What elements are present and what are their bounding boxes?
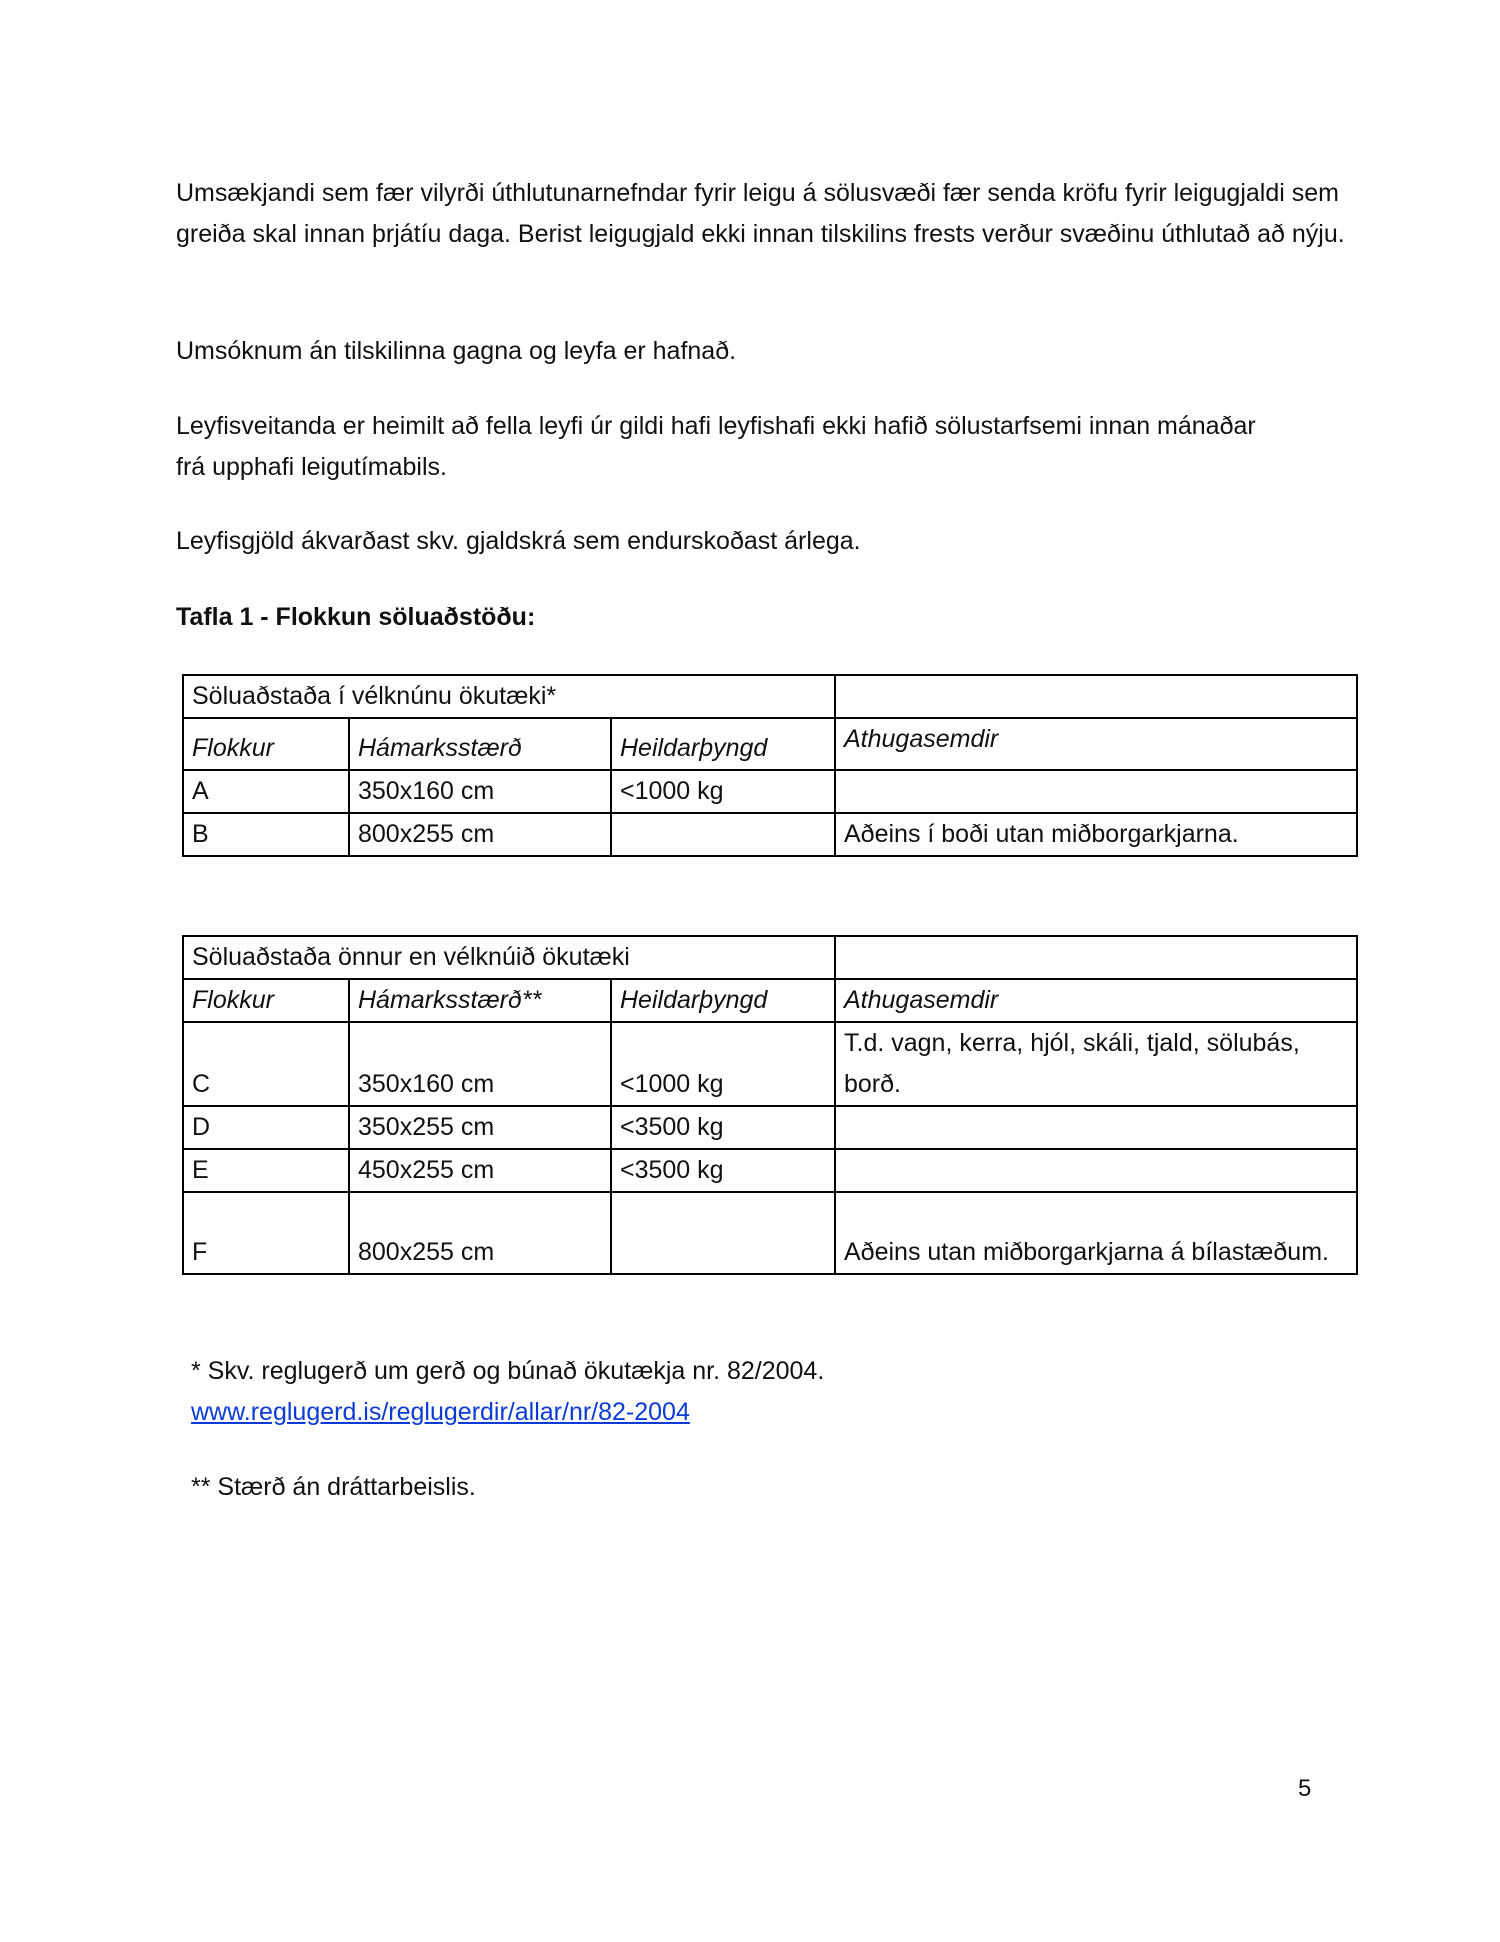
cell: [835, 770, 1357, 813]
cell: 450x255 cm: [349, 1149, 611, 1192]
column-header: Flokkur: [183, 718, 349, 770]
cell: [611, 813, 835, 856]
cell: [611, 1192, 835, 1274]
cell: <1000 kg: [611, 770, 835, 813]
cell: E: [183, 1149, 349, 1192]
table-row: [183, 1149, 1357, 1192]
page-number: 5: [1298, 1775, 1312, 1802]
cell: 800x255 cm: [349, 1192, 611, 1274]
paragraph-rejection: Umsóknum án tilskilinna gagna og leyfa er hafnað.: [176, 337, 737, 365]
cell: 350x255 cm: [349, 1106, 611, 1149]
cell: <3500 kg: [611, 1106, 835, 1149]
cell: D: [183, 1106, 349, 1149]
cell: F: [183, 1192, 349, 1274]
column-header: Hámarksstærð: [349, 718, 611, 770]
cell: A: [183, 770, 349, 813]
regulation-link[interactable]: www.reglugerd.is/reglugerdir/allar/nr/82-2004: [191, 1398, 690, 1426]
table-row: [183, 1106, 1357, 1149]
table-heading: Tafla 1 - Flokkun söluaðstöðu:: [176, 603, 536, 631]
column-header: Hámarksstærð**: [349, 979, 611, 1022]
table-row: [183, 1022, 1357, 1106]
cell: C: [183, 1022, 349, 1106]
table-non-motor: [182, 935, 1358, 1275]
column-header: Flokkur: [183, 979, 349, 1022]
empty-cell: [835, 936, 1357, 979]
cell: Aðeins utan miðborgarkjarna á bílastæðum.: [835, 1192, 1357, 1274]
cell: T.d. vagn, kerra, hjól, skáli, tjald, sölubás, borð.: [835, 1022, 1357, 1106]
cell: [835, 1106, 1357, 1149]
cell: 350x160 cm: [349, 1022, 611, 1106]
cell: 800x255 cm: [349, 813, 611, 856]
cell: 350x160 cm: [349, 770, 611, 813]
column-header: Athugasemdir: [835, 718, 1357, 770]
paragraph-rental-fee: Umsækjandi sem fær vilyrði úthlutunarnefndar fyrir leigu á sölusvæði fær senda kröfu fyrir leigugjaldi sem greiða skal innan þrjátíu daga. Berist leigugjald ekki innan tilskilins frests verður svæðinu úthlutað að nýju.: [176, 179, 1345, 248]
cell: B: [183, 813, 349, 856]
table-motor-vehicle: [182, 674, 1358, 857]
table-row: [183, 813, 1357, 856]
column-header: Heildarþyngd: [611, 979, 835, 1022]
footnote-regulation: * Skv. reglugerð um gerð og búnað ökutækja nr. 82/2004.: [191, 1357, 825, 1385]
paragraph-fees: Leyfisgjöld ákvarðast skv. gjaldskrá sem endurskoðast árlega.: [176, 527, 861, 555]
cell: Aðeins í boði utan miðborgarkjarna.: [835, 813, 1357, 856]
cell: <1000 kg: [611, 1022, 835, 1106]
table-title: Söluaðstaða önnur en vélknúið ökutæki: [183, 936, 835, 979]
table-row: [183, 1192, 1357, 1274]
table-row: [183, 770, 1357, 813]
cell: <3500 kg: [611, 1149, 835, 1192]
empty-cell: [835, 675, 1357, 718]
column-header: Heildarþyngd: [611, 718, 835, 770]
footnote-size: ** Stærð án dráttarbeislis.: [191, 1473, 476, 1501]
table-title: Söluaðstaða í vélknúnu ökutæki*: [183, 675, 835, 718]
cell: [835, 1149, 1357, 1192]
paragraph-revocation: Leyfisveitanda er heimilt að fella leyfi úr gildi hafi leyfishafi ekki hafið sölustarfsemi innan mánaðar frá upphafi leigutímabils.: [176, 412, 1256, 481]
column-header: Athugasemdir: [835, 979, 1357, 1022]
